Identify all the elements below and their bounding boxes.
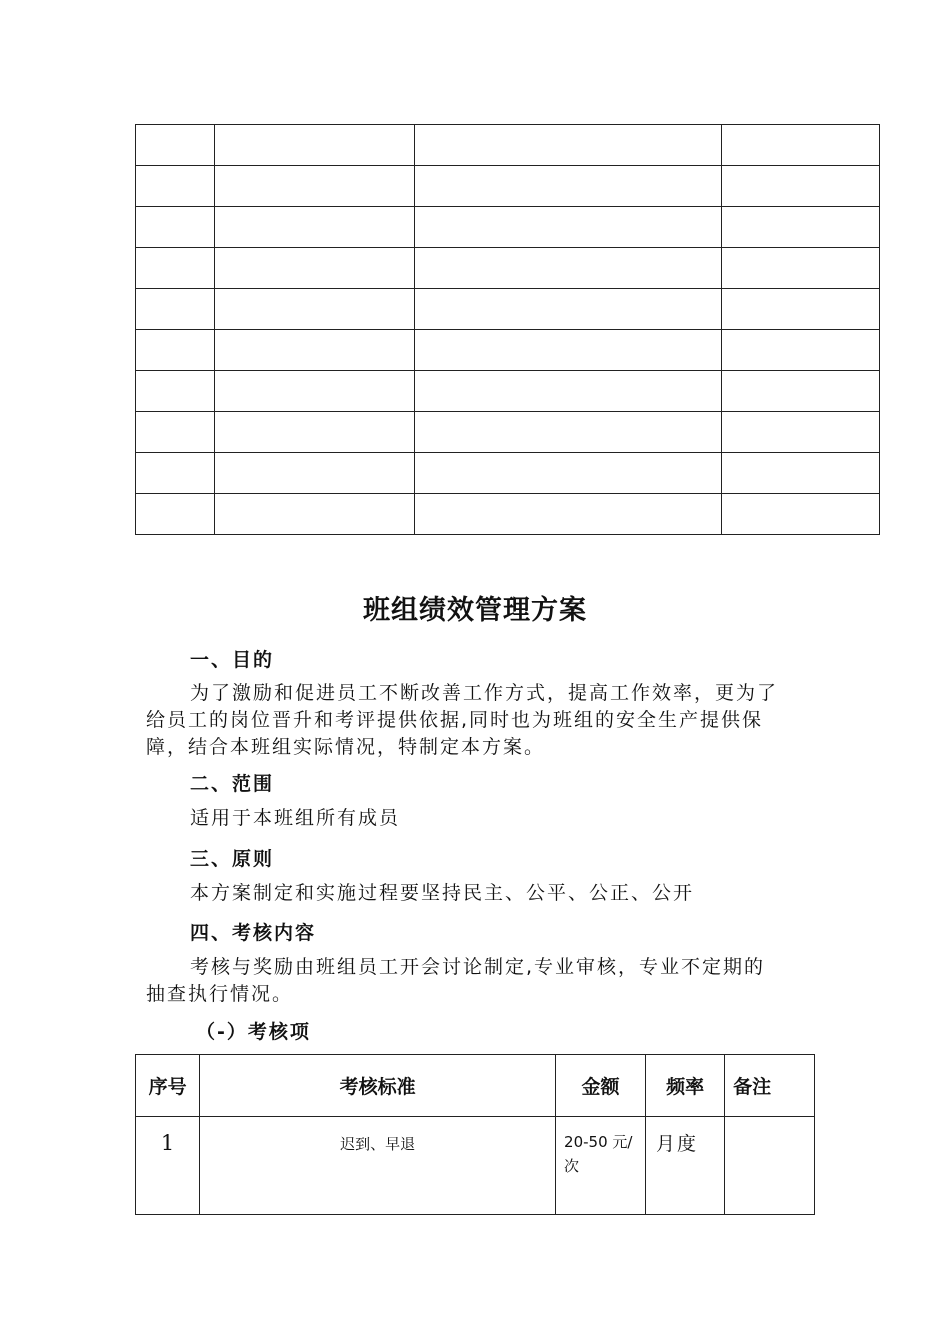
purpose-line-1: 为了激励和促进员工不断改善工作方式，提高工作效率，更为了: [190, 682, 779, 704]
blank-table: [135, 124, 880, 535]
blank-table-cell: [136, 207, 215, 248]
blank-table-cell: [722, 248, 880, 289]
blank-table-cell: [414, 330, 722, 371]
header-standard: 考核标准: [200, 1055, 556, 1117]
blank-table-cell: [414, 494, 722, 535]
cell-no: 1: [136, 1117, 200, 1215]
blank-table-cell: [136, 166, 215, 207]
blank-table-cell: [136, 125, 215, 166]
blank-table-row: [136, 289, 880, 330]
cell-frequency: 月度: [646, 1117, 725, 1215]
table-row: [136, 1117, 815, 1215]
section-heading-scope: 二、范围: [190, 773, 275, 795]
blank-table-cell: [214, 166, 414, 207]
blank-table-cell: [722, 453, 880, 494]
blank-table-row: [136, 330, 880, 371]
blank-table-cell: [136, 371, 215, 412]
blank-table-cell: [722, 125, 880, 166]
blank-table-cell: [414, 453, 722, 494]
blank-table-cell: [722, 412, 880, 453]
section-heading-purpose: 一、目的: [190, 649, 275, 671]
blank-table-cell: [136, 248, 215, 289]
blank-table-cell: [414, 166, 722, 207]
blank-table-cell: [414, 125, 722, 166]
content-line-2: 抽查执行情况。: [146, 983, 294, 1005]
blank-table-cell: [214, 453, 414, 494]
blank-table-cell: [722, 371, 880, 412]
cell-standard: 迟到、早退: [200, 1117, 556, 1215]
cell-amount-line-1: 20-50 元/: [564, 1133, 633, 1151]
blank-table-cell: [214, 207, 414, 248]
blank-table-cell: [136, 453, 215, 494]
section-heading-principle: 三、原则: [190, 848, 275, 870]
blank-table-cell: [722, 494, 880, 535]
blank-table-cell: [722, 289, 880, 330]
blank-table-cell: [722, 166, 880, 207]
blank-table-cell: [214, 412, 414, 453]
blank-table-row: [136, 166, 880, 207]
cell-amount: [556, 1117, 646, 1215]
blank-table-cell: [214, 494, 414, 535]
blank-table-cell: [414, 248, 722, 289]
scope-text: 适用于本班组所有成员: [190, 807, 401, 829]
blank-table-cell: [136, 330, 215, 371]
blank-table-cell: [136, 494, 215, 535]
blank-table-cell: [722, 207, 880, 248]
blank-table-cell: [722, 330, 880, 371]
header-frequency: 频率: [646, 1055, 725, 1117]
blank-table-row: [136, 248, 880, 289]
header-no: 序号: [136, 1055, 200, 1117]
blank-table-row: [136, 494, 880, 535]
cell-remark: [725, 1117, 815, 1215]
document-title: 班组绩效管理方案: [363, 595, 587, 626]
cell-amount-line-2: 次: [564, 1157, 580, 1175]
blank-table-cell: [214, 330, 414, 371]
subsection-heading-items: （-）考核项: [196, 1021, 311, 1043]
purpose-line-3: 障，结合本班组实际情况，特制定本方案。: [146, 736, 546, 758]
blank-table-row: [136, 371, 880, 412]
blank-table-cell: [414, 371, 722, 412]
assessment-table: [135, 1054, 815, 1215]
blank-table-row: [136, 412, 880, 453]
header-remark: 备注: [725, 1055, 815, 1117]
blank-table-cell: [214, 125, 414, 166]
blank-table-cell: [414, 412, 722, 453]
blank-table-cell: [414, 207, 722, 248]
header-amount: 金额: [556, 1055, 646, 1117]
section-heading-content: 四、考核内容: [190, 922, 317, 944]
blank-table-row: [136, 453, 880, 494]
blank-table-cell: [136, 412, 215, 453]
blank-table-cell: [214, 289, 414, 330]
principle-text: 本方案制定和实施过程要坚持民主、公平、公正、公开: [190, 882, 695, 904]
blank-table-row: [136, 207, 880, 248]
assessment-header-row: [136, 1055, 815, 1117]
content-line-1: 考核与奖励由班组员工开会讨论制定,专业审核，专业不定期的: [190, 956, 766, 978]
blank-table-body: [136, 125, 880, 535]
blank-table-cell: [214, 371, 414, 412]
blank-table-cell: [136, 289, 215, 330]
blank-table-cell: [414, 289, 722, 330]
blank-table-row: [136, 125, 880, 166]
blank-table-cell: [214, 248, 414, 289]
purpose-line-2: 给员工的岗位晋升和考评提供依据,同时也为班组的安全生产提供保: [146, 709, 764, 731]
